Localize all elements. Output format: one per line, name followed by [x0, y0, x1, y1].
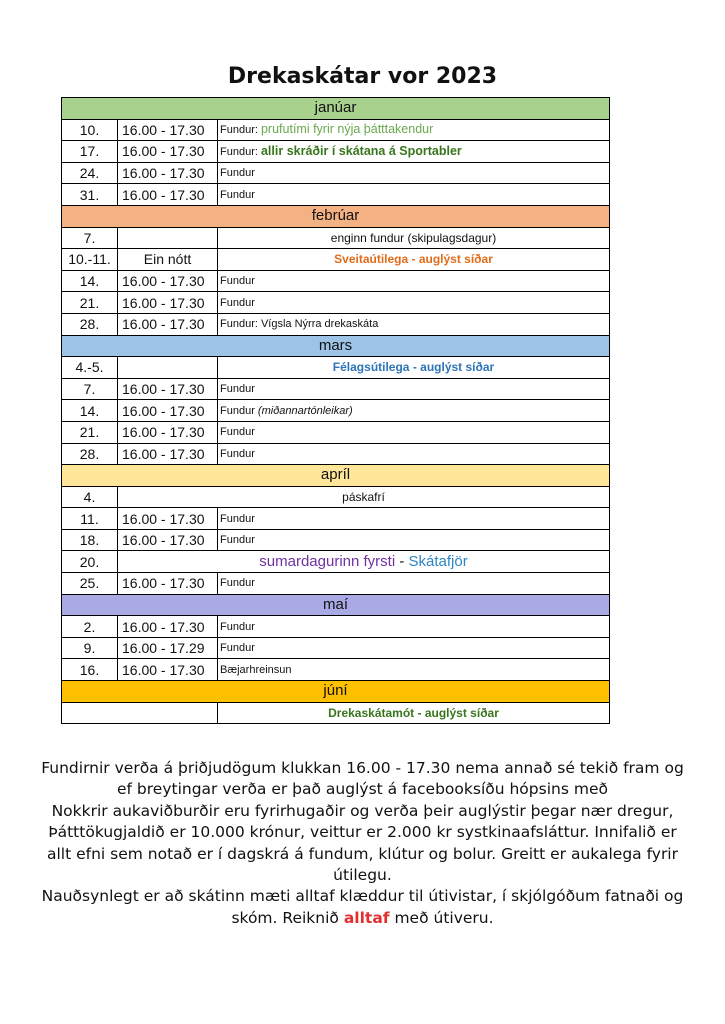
- time-cell: 16.00 - 17.30: [118, 119, 218, 141]
- table-row: [62, 162, 610, 184]
- table-row: [62, 551, 610, 573]
- empty-cell: [118, 227, 218, 249]
- date-cell: 10.: [62, 119, 118, 141]
- description-cell: [218, 400, 610, 422]
- time-cell: 16.00 - 17.30: [118, 508, 218, 530]
- description-cell: [218, 119, 610, 141]
- date-cell: 21.: [62, 421, 118, 443]
- date-cell: 10.-11.: [62, 249, 118, 271]
- description-note: prufutími fyrir nýja þátttakendur: [260, 122, 434, 137]
- table-row: [62, 313, 610, 335]
- date-cell: 2.: [62, 616, 118, 638]
- footer-paragraph-meetings: Fundirnir verða á þriðjudögum klukkan 16.00 - 17.30 nema annað sé tekið fram og ef breytingar verða er það auglýst á facebooksíðu hópsins með: [41, 759, 684, 799]
- description-note: Sveitaútilega - auglýst síðar: [334, 252, 493, 267]
- time-cell: Ein nótt: [118, 249, 218, 271]
- table-row: [62, 400, 610, 422]
- table-row: [62, 637, 610, 659]
- description-note: allir skráðir í skátana á Sportabler: [260, 143, 462, 158]
- month-header-march: [62, 335, 610, 357]
- time-cell: 16.00 - 17.30: [118, 141, 218, 163]
- month-header-january: [62, 98, 610, 120]
- description-cell: páskafrí: [118, 486, 610, 508]
- time-cell: 16.00 - 17.30: [118, 292, 218, 314]
- date-cell: 11.: [62, 508, 118, 530]
- month-label: mars: [62, 335, 610, 357]
- time-cell: 16.00 - 17.29: [118, 637, 218, 659]
- date-cell: 18.: [62, 529, 118, 551]
- table-row: [62, 573, 610, 595]
- date-cell: 9.: [62, 637, 118, 659]
- date-cell: 7.: [62, 378, 118, 400]
- description-cell: Fundur: [218, 270, 610, 292]
- date-cell: 21.: [62, 292, 118, 314]
- table-row: [62, 249, 610, 271]
- time-cell: 16.00 - 17.30: [118, 659, 218, 681]
- table-row: [62, 659, 610, 681]
- table-row: [62, 529, 610, 551]
- month-label: júní: [62, 681, 610, 703]
- description-cell: Fundur: [218, 162, 610, 184]
- date-cell: 20.: [62, 551, 118, 573]
- description-label: Fundur:: [220, 124, 258, 137]
- time-cell: 16.00 - 17.30: [118, 378, 218, 400]
- description-cell: [218, 141, 610, 163]
- month-header-may: [62, 594, 610, 616]
- time-cell: 16.00 - 17.30: [118, 313, 218, 335]
- description-note: sumardagurinn fyrsti: [259, 552, 396, 570]
- table-row: [62, 702, 610, 724]
- month-header-april: [62, 465, 610, 487]
- table-row: [62, 421, 610, 443]
- time-cell: 16.00 - 17.30: [118, 184, 218, 206]
- table-row: [62, 119, 610, 141]
- time-cell: 16.00 - 17.30: [118, 573, 218, 595]
- description-cell: enginn fundur (skipulagsdagur): [218, 227, 610, 249]
- month-label: apríl: [62, 465, 610, 487]
- description-separator: -: [395, 552, 409, 570]
- time-cell: 16.00 - 17.30: [118, 421, 218, 443]
- description-cell: Fundur: [218, 508, 610, 530]
- description-label: Fundur: [220, 404, 255, 417]
- description-cell: Fundur: [218, 529, 610, 551]
- footer-clothing-end: með útiveru.: [389, 908, 494, 927]
- footer-paragraph-events: Nokkrir aukaviðburðir eru fyrirhugaðir og verða þeir auglýstir þegar nær dregur,: [51, 801, 674, 820]
- empty-cell: [118, 357, 218, 379]
- footer-emphasis: alltaf: [343, 908, 390, 927]
- description-note: (miðannartónleikar): [257, 404, 353, 417]
- description-note: Félagsútilega - auglýst síðar: [332, 360, 495, 375]
- time-cell: 16.00 - 17.30: [118, 616, 218, 638]
- table-row: [62, 378, 610, 400]
- description-cell: Fundur: [218, 378, 610, 400]
- month-label: maí: [62, 594, 610, 616]
- description-cell: Fundur: [218, 184, 610, 206]
- page-title: Drekaskátar vor 2023: [227, 64, 498, 89]
- table-row: [62, 443, 610, 465]
- description-cell: Fundur: [218, 637, 610, 659]
- date-cell: 16.: [62, 659, 118, 681]
- table-row: [62, 616, 610, 638]
- table-row: [62, 486, 610, 508]
- date-cell: 7.: [62, 227, 118, 249]
- description-cell: Bæjarhreinsun: [218, 659, 610, 681]
- month-header-february: [62, 205, 610, 227]
- description-label: Fundur:: [220, 145, 258, 158]
- description-cell: Fundur: [218, 573, 610, 595]
- time-cell: 16.00 - 17.30: [118, 270, 218, 292]
- description-cell: [218, 249, 610, 271]
- date-cell: 14.: [62, 400, 118, 422]
- description-cell: Fundur: [218, 443, 610, 465]
- month-label: janúar: [62, 98, 610, 120]
- table-row: [62, 270, 610, 292]
- schedule-table: [61, 97, 610, 724]
- month-header-june: [62, 681, 610, 703]
- footer-clothing-text: Nauðsynlegt er að skátinn mæti alltaf klæddur til útivistar, í skjólgóðum fatnaði og skóm. Reiknið: [41, 887, 684, 927]
- time-cell: 16.00 - 17.30: [118, 443, 218, 465]
- table-row: [62, 227, 610, 249]
- table-row: [62, 357, 610, 379]
- description-cell: Fundur: [218, 421, 610, 443]
- description-cell: Fundur: Vígsla Nýrra drekaskáta: [218, 313, 610, 335]
- description-cell: [118, 551, 610, 573]
- footer-paragraph-clothing: [40, 886, 685, 929]
- time-cell: 16.00 - 17.30: [118, 400, 218, 422]
- date-cell: 24.: [62, 162, 118, 184]
- date-cell: 28.: [62, 443, 118, 465]
- description-note: Drekaskátamót - auglýst síðar: [328, 705, 499, 720]
- empty-cell: [62, 702, 218, 724]
- table-row: [62, 508, 610, 530]
- description-cell: [218, 702, 610, 724]
- description-cell: Fundur: [218, 292, 610, 314]
- table-row: [62, 292, 610, 314]
- date-cell: 28.: [62, 313, 118, 335]
- time-cell: 16.00 - 17.30: [118, 529, 218, 551]
- table-row: [62, 141, 610, 163]
- date-cell: 25.: [62, 573, 118, 595]
- date-cell: 4.: [62, 486, 118, 508]
- date-cell: 4.-5.: [62, 357, 118, 379]
- date-cell: 14.: [62, 270, 118, 292]
- month-label: febrúar: [62, 205, 610, 227]
- date-cell: 17.: [62, 141, 118, 163]
- description-cell: Fundur: [218, 616, 610, 638]
- footer-notes: [40, 758, 685, 929]
- time-cell: 16.00 - 17.30: [118, 162, 218, 184]
- footer-paragraph-fees: Þátttökugjaldið er 10.000 krónur, veittur er 2.000 kr systkinaafsláttur. Innifalið er allt efni sem notað er í dagskrá á fundum, klútur og bolur. Greitt er aukalega fyrir útilegu.: [47, 823, 678, 885]
- date-cell: 31.: [62, 184, 118, 206]
- table-row: [62, 184, 610, 206]
- description-note-2: Skátafjör: [408, 552, 468, 570]
- description-cell: [218, 357, 610, 379]
